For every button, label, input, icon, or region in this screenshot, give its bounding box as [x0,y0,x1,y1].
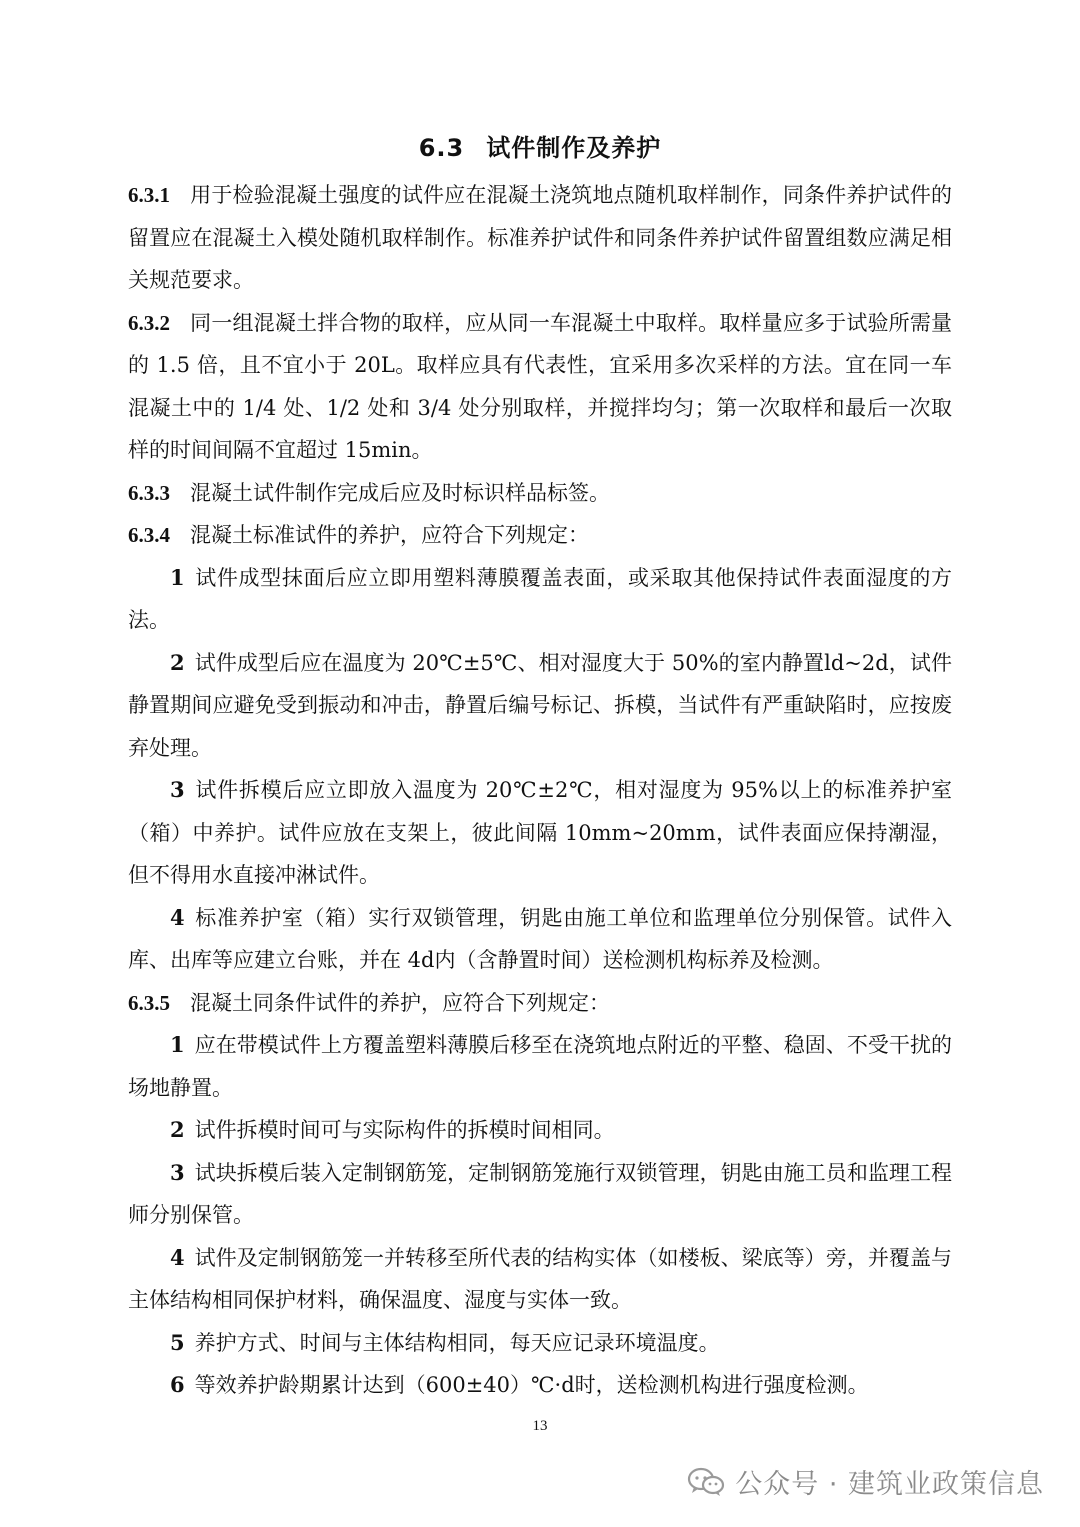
clause-text: 同一组混凝土拌合物的取样，应从同一车混凝土中取样。取样量应多于试验所需量的 1.5 倍，且不宜小于 20L。取样应具有代表性，宜采用多次采样的方法。宜在同一车混凝土中的 1/4 处、1/2 处和 3/4 处分别取样，并搅拌均匀；第一次取样和最后一次取样的时间间隔不宜超过 15min。 [128,310,952,462]
clause-6-3-1 [128,174,952,302]
item-number: 1 [170,564,185,590]
clause-number: 6.3.4 [128,523,170,547]
list-item [128,897,952,982]
item-number: 4 [170,904,185,930]
section-number: 6.3 [418,134,465,162]
item-text: 等效养护龄期累计达到（600±40）℃·d时，送检测机构进行强度检测。 [194,1373,869,1397]
section-title [0,128,1080,163]
clause-text: 混凝土试件制作完成后应及时标识样品标签。 [190,480,610,505]
watermark-text: 公众号 · 建筑业政策信息 [735,1469,1044,1500]
list-item [128,1364,952,1407]
item-text: 养护方式、时间与主体结构相同，每天应记录环境温度。 [194,1330,720,1355]
clause-number: 6.3.1 [128,183,170,207]
item-number: 2 [170,1117,185,1142]
list-item [128,1024,952,1109]
clause-text: 用于检验混凝土强度的试件应在混凝土浇筑地点随机取样制作，同条件养护试件的留置应在混凝土入模处随机取样制作。标准养护试件和同条件养护试件留置组数应满足相关规范要求。 [128,183,952,292]
item-number: 1 [170,1032,185,1057]
clause-number: 6.3.3 [128,480,170,505]
section-title-text: 试件制作及养护 [486,134,662,162]
list-item [128,769,952,897]
page-number: 13 [532,1418,548,1434]
clause-text: 混凝土标准试件的养护，应符合下列规定： [190,523,589,547]
list-item [128,557,952,642]
item-text: 试件拆模后应立即放入温度为 20℃±2℃，相对湿度为 95%以上的标准养护室（箱）中养护。试件应放在支架上，彼此间隔 10mm~20mm，试件表面应保持潮湿，但不得用水直接冲淋试件。 [128,778,952,887]
list-item [128,1237,952,1322]
list-item [128,1152,952,1237]
clause-6-3-5 [128,982,952,1025]
item-text: 试件拆模时间可与实际构件的拆模时间相同。 [194,1118,615,1142]
clause-6-3-2 [128,302,952,472]
clause-number: 6.3.5 [128,990,170,1015]
item-number: 3 [170,777,185,802]
item-number: 4 [170,1244,185,1270]
item-text: 试件及定制钢筋笼一并转移至所代表的结构实体（如楼板、梁底等）旁，并覆盖与主体结构相同保护材料，确保温度、湿度与实体一致。 [128,1245,952,1312]
list-item [128,1322,952,1365]
item-number: 6 [170,1372,185,1397]
document-body [128,174,952,1407]
clause-text: 混凝土同条件试件的养护，应符合下列规定： [190,990,610,1015]
item-number: 2 [170,649,185,675]
watermark [687,1462,1044,1501]
clause-6-3-3 [128,472,952,515]
wechat-icon [687,1467,725,1497]
item-text: 试块拆模后装入定制钢筋笼，定制钢筋笼施行双锁管理，钥匙由施工员和监理工程师分别保管。 [128,1160,952,1227]
item-text: 标准养护室（箱）实行双锁管理，钥匙由施工单位和监理单位分别保管。试件入库、出库等应建立台账，并在 4d内（含静置时间）送检测机构标养及检测。 [128,905,952,972]
item-text: 应在带模试件上方覆盖塑料薄膜后移至在浇筑地点附近的平整、稳固、不受干扰的场地静置。 [128,1033,952,1100]
item-number: 3 [170,1159,185,1185]
list-item [128,642,952,770]
item-number: 5 [170,1329,185,1355]
clause-6-3-4 [128,514,952,557]
clause-number: 6.3.2 [128,310,170,335]
list-item [128,1109,952,1152]
item-text: 试件成型后应在温度为 20℃±5℃、相对湿度大于 50%的室内静置ld~2d，试件静置期间应避免受到振动和冲击，静置后编号标记、拆模，当试件有严重缺陷时，应按废弃处理。 [128,650,952,760]
item-text: 试件成型抹面后应立即用塑料薄膜覆盖表面，或采取其他保持试件表面湿度的方法。 [128,565,952,632]
